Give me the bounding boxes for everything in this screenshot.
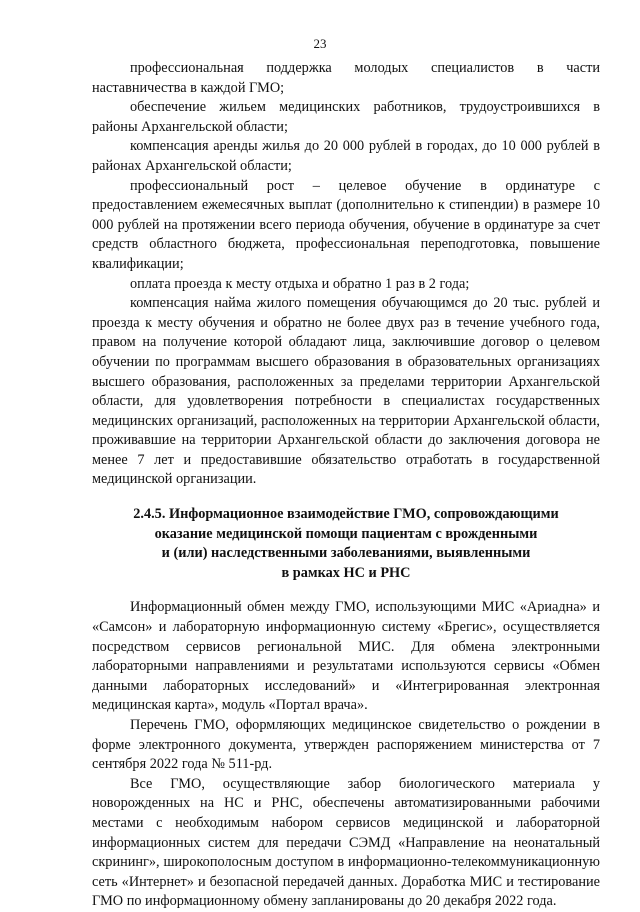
section-heading-line: в рамках НС и РНС bbox=[281, 564, 411, 581]
paragraph-workstations: Все ГМО, осуществляющие забор биологического материала у новорожденных на НС и РНС, обеспечены автоматизированными рабочими местами с необходимым набором сервисов медицинской и лабораторной информационных систем для передачи СЭМД «Направление на неонатальный скрининг», широкополосным доступом в информационно-телекоммуникационную сеть «Интернет» и безопасной передачей данных. Доработка МИС и тестирование ГМО по информационному обмену запланированы до 20 декабря 2022 года. bbox=[92, 775, 600, 910]
paragraph-gmo-list: Перечень ГМО, оформляющих медицинское свидетельство о рождении в форме электронного документа, утвержден распоряжением министерства от 7 сентября 2022 года № 511-рд. bbox=[92, 717, 600, 773]
section-heading-line: оказание медицинской помощи пациентам с врожденными bbox=[154, 525, 538, 542]
section-heading bbox=[92, 505, 600, 583]
benefit-mentoring: профессиональная поддержка молодых специалистов в части наставничества в каждой ГМО; bbox=[92, 60, 600, 96]
benefit-student-housing: компенсация найма жилого помещения обучающимся до 20 тыс. рублей и проезда к месту обучения и обратно не более двух раз в течение учебного года, правом на получение которой обладают лица, заключившие договор о целевом обучении по программам высшего образования в образовательных организациях высшего образования, расположенных за пределами территории Архангельской области, для удовлетворения потребности в специалистах государственных медицинских организаций, расположенных на территории Архангельской области, проживавшие на территории Архангельской области до заключения договора не менее 7 лет и предоставившие обязательство отработать в государственной медицинской организации. bbox=[92, 295, 600, 488]
page-number: 23 bbox=[313, 36, 327, 51]
benefit-professional-growth: профессиональный рост – целевое обучение в ординатуре с предоставлением ежемесячных выплат (дополнительно к стипендии) в размере 10 000 рублей на протяжении всего периода обучения, обучение в ординатуре за счет средств областного бюджета, профессиональная переподготовка, повышение квалификации; bbox=[92, 177, 600, 272]
paragraph-info-exchange: Информационный обмен между ГМО, использующими МИС «Ариадна» и «Самсон» и лабораторную информационную систему «Брегис», осуществляется посредством сервисов региональной МИС. Для обмена электронными лабораторными направлениями и результатами используются сервисы «Обмен данными лабораторных исследований» и «Интегрированная электронная медицинская карта», модуль «Портал врача». bbox=[92, 599, 600, 714]
benefit-rent-compensation: компенсация аренды жилья до 20 000 рублей в городах, до 10 000 рублей в районах Архангельской области; bbox=[92, 138, 600, 174]
document-body bbox=[92, 59, 600, 912]
benefits-list bbox=[92, 59, 600, 490]
benefit-housing: обеспечение жильем медицинских работников, трудоустроившихся в районы Архангельской области; bbox=[92, 99, 600, 135]
section-heading-line: и (или) наследственными заболеваниями, выявленными bbox=[161, 545, 531, 562]
section-heading-line: 2.4.5. Информационное взаимодействие ГМО, сопровождающими bbox=[133, 506, 559, 523]
benefit-travel-payment: оплата проезда к месту отдыха и обратно 1 раз в 2 года; bbox=[130, 275, 470, 292]
